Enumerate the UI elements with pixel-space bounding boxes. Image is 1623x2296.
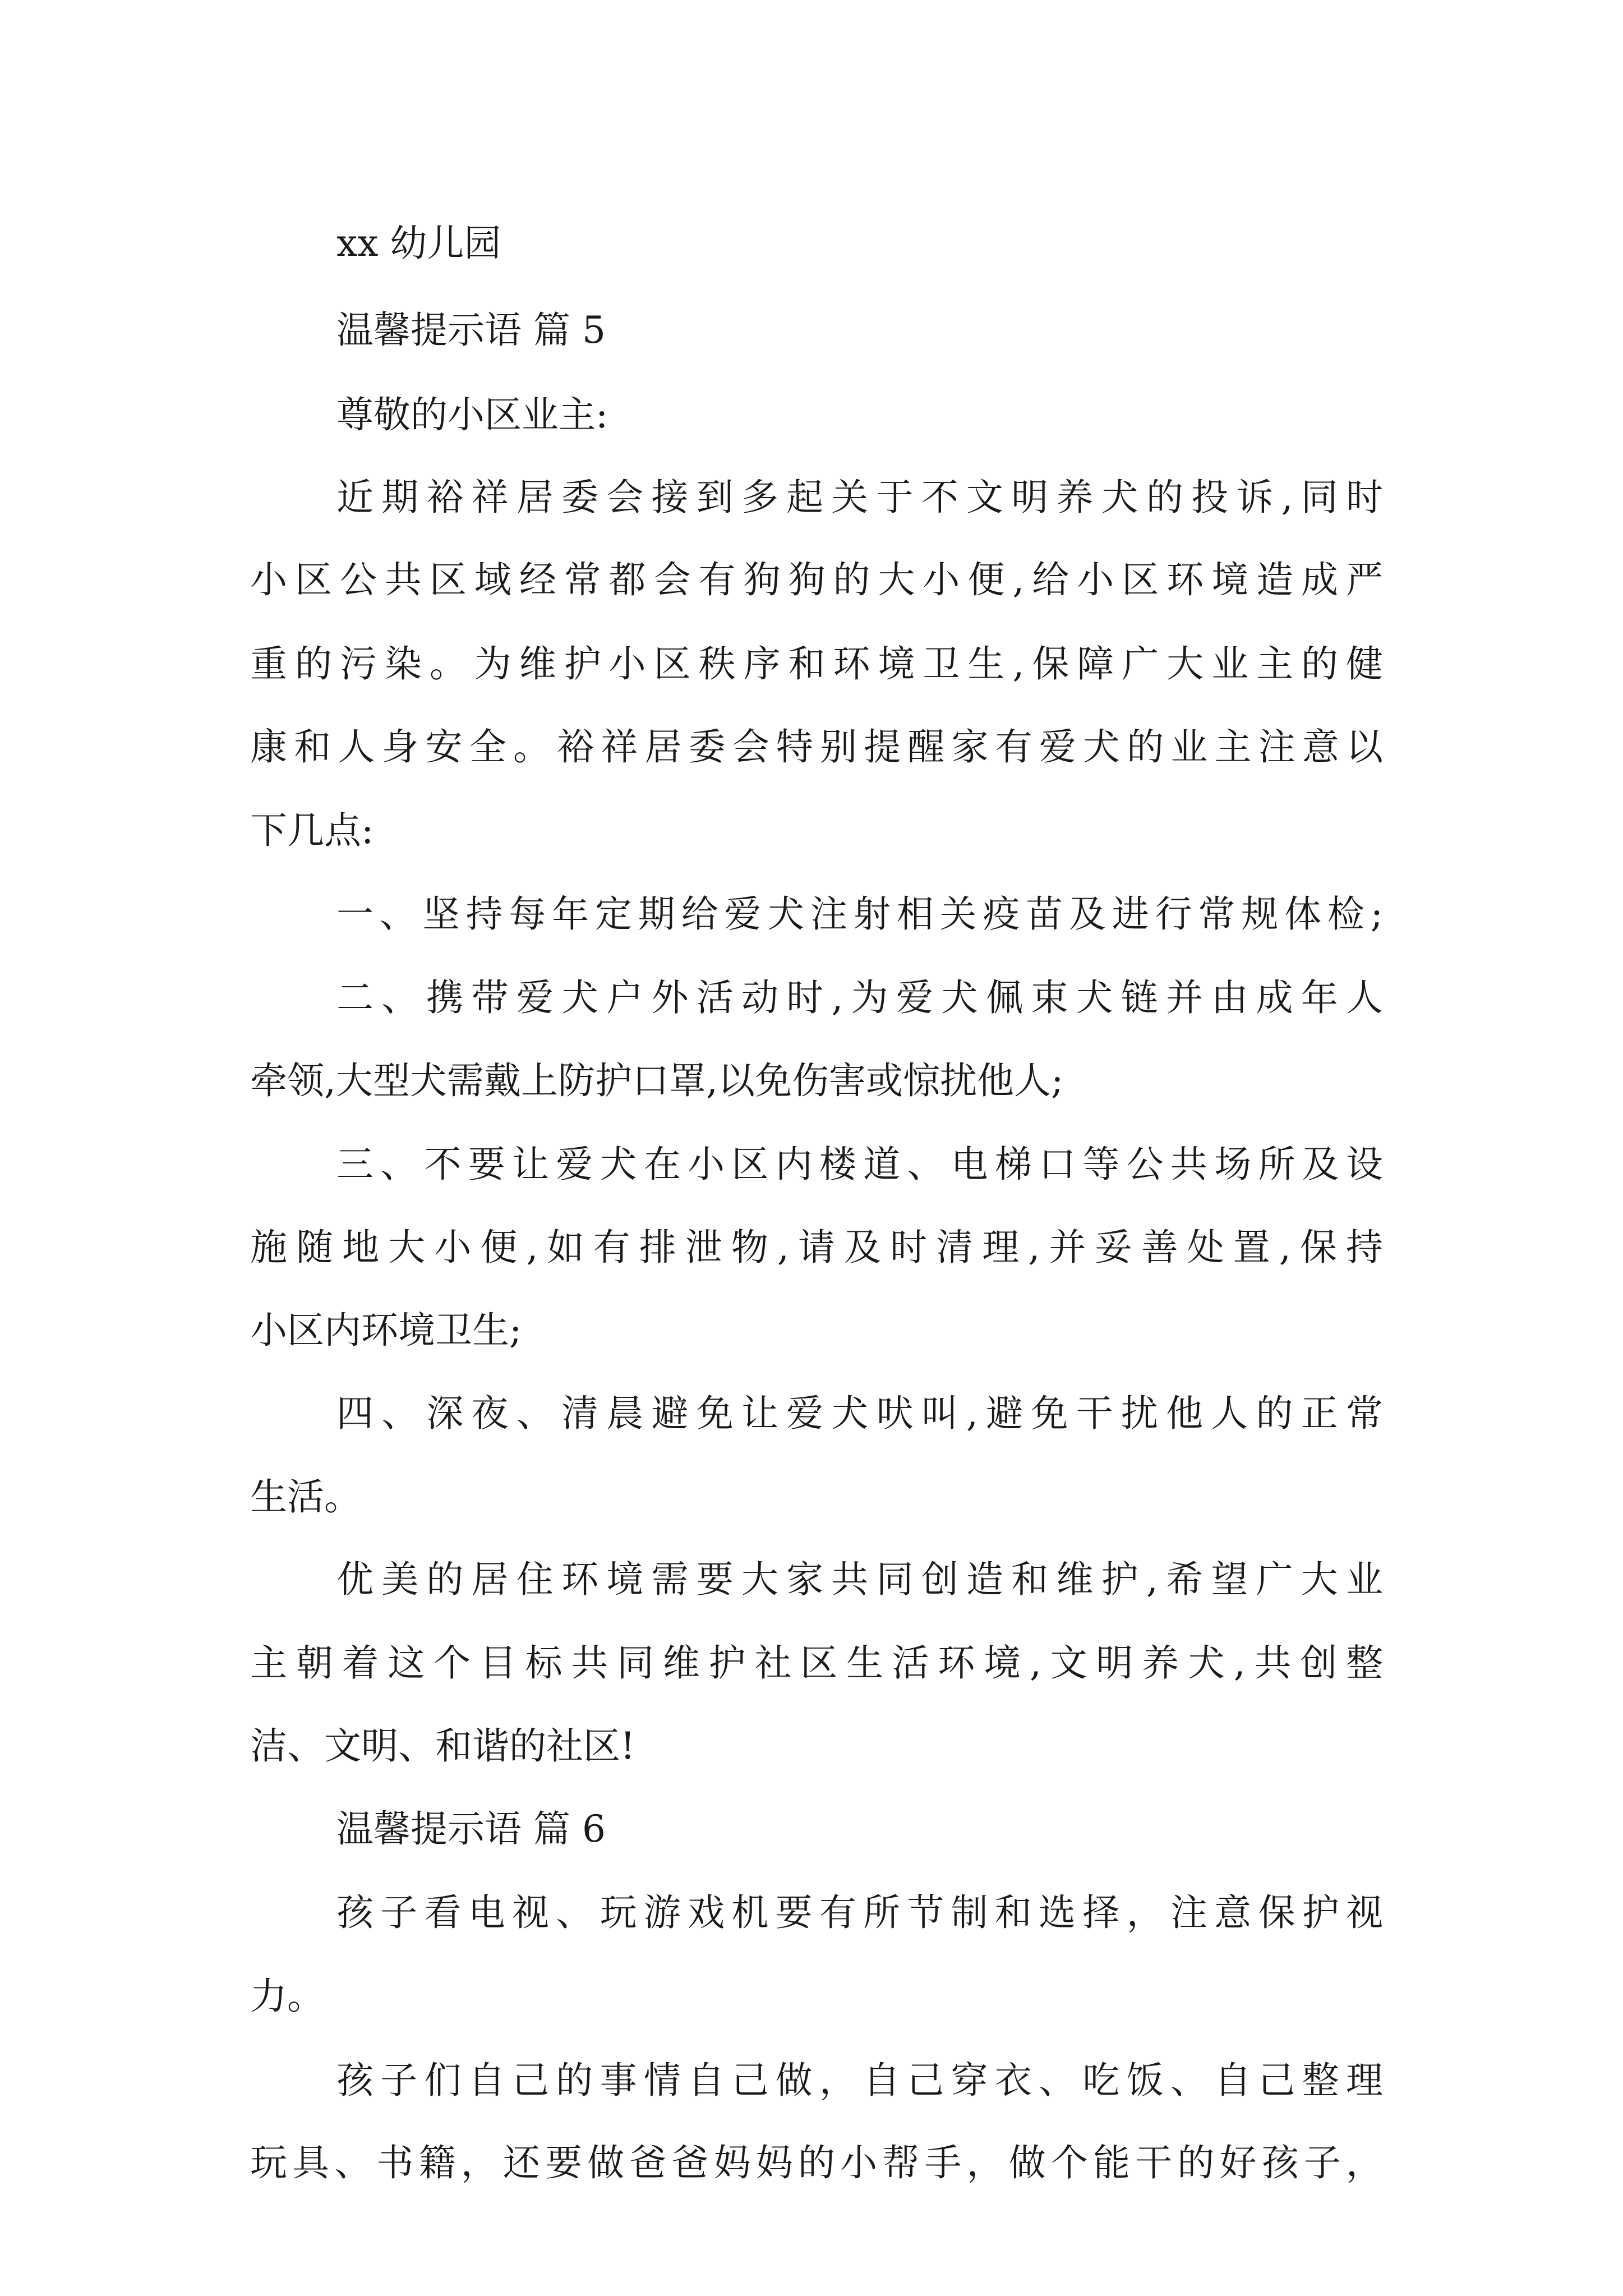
paragraph-line: 近期裕祥居委会接到多起关于不文明养犬的投诉,同时 bbox=[336, 476, 1383, 519]
tip-paragraph-line: 玩具、书籍，还要做爸爸妈妈的小帮手，做个能干的好孩子， bbox=[250, 2141, 1383, 2184]
salutation: 尊敬的小区业主: bbox=[336, 393, 608, 436]
list-item-2: 二、携带爱犬户外活动时,为爱犬佩束犬链并由成年人 bbox=[336, 976, 1383, 1019]
tip-paragraph-line: 孩子们自己的事情自己做，自己穿衣、吃饭、自己整理 bbox=[336, 2059, 1383, 2102]
list-item-2-continued: 牵领,大型犬需戴上防护口罩,以免伤害或惊扰他人; bbox=[250, 1059, 1064, 1102]
closing-paragraph-line: 洁、文明、和谐的社区! bbox=[250, 1724, 635, 1768]
list-item-3-continued: 施随地大小便,如有排泄物,请及时清理,并妥善处置,保持 bbox=[250, 1226, 1383, 1269]
tip-paragraph-line: 孩子看电视、玩游戏机要有所节制和选择，注意保护视 bbox=[336, 1891, 1383, 1934]
paragraph-line: 康和人身安全。裕祥居委会特别提醒家有爱犬的业主注意以 bbox=[250, 725, 1383, 769]
paragraph-line: 下几点: bbox=[250, 809, 374, 852]
list-item-4: 四、深夜、清晨避免让爱犬吠叫,避免干扰他人的正常 bbox=[336, 1392, 1383, 1435]
closing-paragraph-line: 优美的居住环境需要大家共同创造和维护,希望广大业 bbox=[336, 1558, 1383, 1601]
list-item-3: 三、不要让爱犬在小区内楼道、电梯口等公共场所及设 bbox=[336, 1143, 1383, 1186]
section-heading-6: 温馨提示语 篇 6 bbox=[336, 1807, 606, 1851]
closing-paragraph-line: 主朝着这个目标共同维护社区生活环境,文明养犬,共创整 bbox=[250, 1641, 1383, 1685]
list-item-3-continued: 小区内环境卫生; bbox=[250, 1309, 522, 1352]
section-heading-5: 温馨提示语 篇 5 bbox=[336, 309, 606, 352]
kindergarten-signature: xx 幼儿园 bbox=[336, 222, 501, 265]
paragraph-line: 重的污染。为维护小区秩序和环境卫生,保障广大业主的健 bbox=[250, 642, 1383, 685]
paragraph-line: 小区公共区域经常都会有狗狗的大小便,给小区环境造成严 bbox=[250, 558, 1383, 601]
list-item-1: 一、坚持每年定期给爱犬注射相关疫苗及进行常规体检; bbox=[336, 892, 1383, 936]
tip-paragraph-line: 力。 bbox=[250, 1975, 324, 2018]
list-item-4-continued: 生活。 bbox=[250, 1475, 361, 1519]
